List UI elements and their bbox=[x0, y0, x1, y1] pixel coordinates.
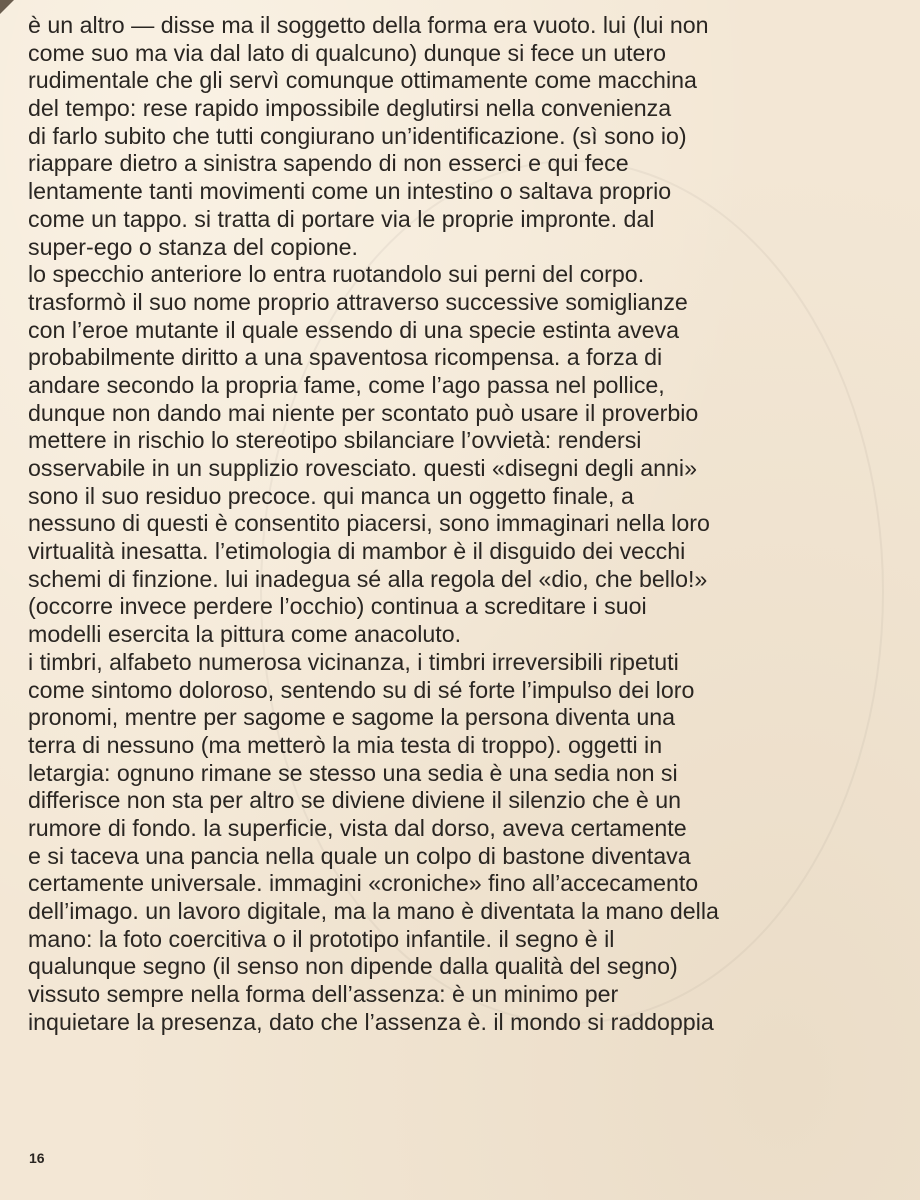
text-line: virtualità inesatta. l’etimologia di mambor è il disguido dei vecchi bbox=[28, 538, 686, 565]
text-line: letargia: ognuno rimane se stesso una sedia è una sedia non si bbox=[28, 759, 678, 786]
text-line: super-ego o stanza del copione. bbox=[28, 233, 359, 260]
text-line: (occorre invece perdere l’occhio) continua a screditare i suoi bbox=[28, 593, 647, 620]
text-line: trasformò il suo nome proprio attraverso successive somiglianze bbox=[28, 288, 688, 315]
text-line: e si taceva una pancia nella quale un colpo di bastone diventava bbox=[28, 842, 691, 869]
page-number: 16 bbox=[29, 1150, 45, 1166]
text-line: di farlo subito che tutti congiurano un’identificazione. (sì sono io) bbox=[28, 122, 687, 149]
text-line: pronomi, mentre per sagome e sagome la persona diventa una bbox=[28, 704, 676, 731]
text-line: riappare dietro a sinistra sapendo di non esserci e qui fece bbox=[28, 150, 629, 177]
text-line: nessuno di questi è consentito piacersi, sono immaginari nella loro bbox=[28, 510, 710, 537]
text-line: modelli esercita la pittura come anacoluto. bbox=[28, 621, 462, 648]
text-line: osservabile in un supplizio rovesciato. questi «disegni degli anni» bbox=[28, 455, 697, 481]
text-line: schemi di finzione. lui inadegua sé alla regola del «dio, che bello!» bbox=[28, 565, 708, 592]
page-corner-mark bbox=[0, 0, 14, 14]
text-line: con l’eroe mutante il quale essendo di una specie estinta aveva bbox=[28, 316, 679, 343]
text-line: rudimentale che gli servì comunque ottimamente come macchina bbox=[28, 67, 697, 94]
text-line: è un altro — disse ma il soggetto della forma era vuoto. lui (lui non bbox=[28, 12, 709, 38]
text-line: come suo ma via dal lato di qualcuno) dunque si fece un utero bbox=[28, 39, 667, 66]
text-line: qualunque segno (il senso non dipende dalla qualità del segno) bbox=[28, 953, 678, 980]
text-line: differisce non sta per altro se diviene diviene il silenzio che è un bbox=[28, 787, 682, 814]
text-line: lentamente tanti movimenti come un intestino o saltava proprio bbox=[28, 178, 672, 205]
text-line: probabilmente diritto a una spaventosa ricompensa. a forza di bbox=[28, 344, 663, 371]
text-line: i timbri, alfabeto numerosa vicinanza, i timbri irreversibili ripetuti bbox=[28, 648, 679, 675]
text-line: andare secondo la propria fame, come l’ago passa nel pollice, bbox=[28, 371, 665, 398]
text-line: vissuto sempre nella forma dell’assenza: è un minimo per bbox=[28, 981, 619, 1008]
text-line: del tempo: rese rapido impossibile deglutirsi nella convenienza bbox=[28, 95, 672, 122]
text-line: dell’imago. un lavoro digitale, ma la mano è diventata la mano della bbox=[28, 898, 719, 924]
text-line: sono il suo residuo precoce. qui manca un oggetto finale, a bbox=[28, 482, 634, 509]
text-line: rumore di fondo. la superficie, vista dal dorso, aveva certamente bbox=[28, 814, 687, 841]
text-line: dunque non dando mai niente per scontato può usare il proverbio bbox=[28, 399, 699, 426]
text-line: inquietare la presenza, dato che l’assenza è. il mondo si raddoppia bbox=[28, 1008, 714, 1035]
text-line: lo specchio anteriore lo entra ruotandolo sui perni del corpo. bbox=[28, 261, 645, 288]
text-line: mettere in rischio lo stereotipo sbilanciare l’ovvietà: rendersi bbox=[28, 427, 642, 454]
text-line: come sintomo doloroso, sentendo su di sé forte l’impulso dei loro bbox=[28, 676, 695, 703]
text-line: come un tappo. si tratta di portare via le proprie impronte. dal bbox=[28, 205, 655, 232]
text-line: certamente universale. immagini «croniche» fino all’accecamento bbox=[28, 870, 699, 897]
text-line: terra di nessuno (ma metterò la mia testa di troppo). oggetti in bbox=[28, 731, 663, 758]
text-line: mano: la foto coercitiva o il prototipo infantile. il segno è il bbox=[28, 925, 615, 952]
body-text bbox=[28, 12, 908, 1036]
